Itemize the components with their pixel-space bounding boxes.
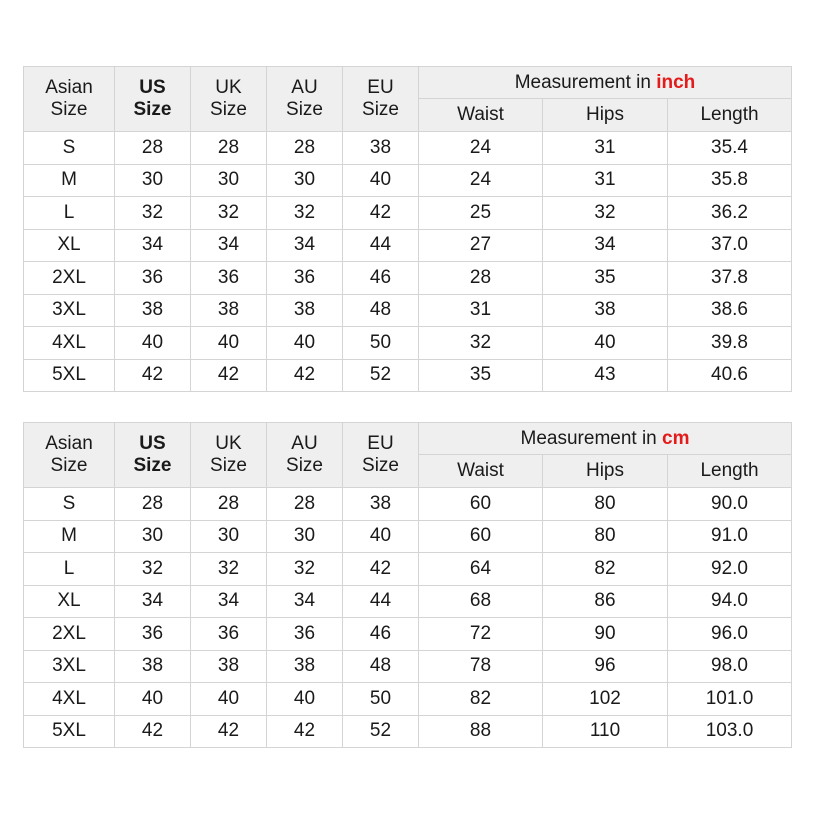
cell-hips: 90 — [543, 618, 668, 651]
cell-length: 39.8 — [668, 327, 792, 360]
header-asian-size: Asian Size — [24, 423, 115, 488]
cell-uk-size: 28 — [191, 132, 267, 165]
table-row — [24, 618, 792, 651]
cell-us-size: 36 — [115, 618, 191, 651]
cell-asian-size: 2XL — [24, 262, 115, 295]
cell-asian-size: 4XL — [24, 683, 115, 716]
cell-uk-size: 36 — [191, 618, 267, 651]
unit-label: cm — [662, 427, 690, 449]
cell-uk-size: 42 — [191, 715, 267, 748]
cell-eu-size: 38 — [343, 488, 419, 521]
cell-length: 103.0 — [668, 715, 792, 748]
cell-eu-size: 46 — [343, 262, 419, 295]
cell-au-size: 36 — [267, 618, 343, 651]
cell-uk-size: 36 — [191, 262, 267, 295]
cell-us-size: 42 — [115, 715, 191, 748]
table-row — [24, 294, 792, 327]
cell-asian-size: M — [24, 164, 115, 197]
table-row — [24, 683, 792, 716]
header-au-size: AU Size — [267, 423, 343, 488]
table-row — [24, 359, 792, 392]
header-waist: Waist — [419, 455, 543, 488]
header-hips: Hips — [543, 455, 668, 488]
cell-eu-size: 50 — [343, 683, 419, 716]
header-us-size: US Size — [115, 67, 191, 132]
cell-us-size: 34 — [115, 585, 191, 618]
cell-waist: 28 — [419, 262, 543, 295]
cell-hips: 31 — [543, 132, 668, 165]
header-measurement: Measurement in inch — [419, 67, 792, 99]
cell-asian-size: 3XL — [24, 650, 115, 683]
cell-hips: 40 — [543, 327, 668, 360]
table-row — [24, 650, 792, 683]
cell-eu-size: 38 — [343, 132, 419, 165]
cell-eu-size: 42 — [343, 553, 419, 586]
cell-au-size: 36 — [267, 262, 343, 295]
cell-eu-size: 52 — [343, 359, 419, 392]
header-hips: Hips — [543, 99, 668, 132]
header-eu-size: EU Size — [343, 423, 419, 488]
cell-hips: 96 — [543, 650, 668, 683]
cell-waist: 60 — [419, 488, 543, 521]
cell-eu-size: 40 — [343, 520, 419, 553]
cell-asian-size: 3XL — [24, 294, 115, 327]
cell-au-size: 28 — [267, 488, 343, 521]
cell-uk-size: 30 — [191, 164, 267, 197]
cell-us-size: 36 — [115, 262, 191, 295]
cell-uk-size: 34 — [191, 585, 267, 618]
cell-au-size: 40 — [267, 683, 343, 716]
cell-waist: 72 — [419, 618, 543, 651]
header-asian-size: Asian Size — [24, 67, 115, 132]
cell-hips: 110 — [543, 715, 668, 748]
cell-waist: 64 — [419, 553, 543, 586]
cell-waist: 60 — [419, 520, 543, 553]
cell-waist: 68 — [419, 585, 543, 618]
cell-eu-size: 48 — [343, 650, 419, 683]
cell-us-size: 42 — [115, 359, 191, 392]
cell-us-size: 40 — [115, 683, 191, 716]
cell-au-size: 42 — [267, 715, 343, 748]
table-row — [24, 327, 792, 360]
cell-au-size: 38 — [267, 650, 343, 683]
cell-eu-size: 44 — [343, 229, 419, 262]
cell-uk-size: 42 — [191, 359, 267, 392]
cell-hips: 80 — [543, 488, 668, 521]
cell-us-size: 32 — [115, 197, 191, 230]
cell-eu-size: 50 — [343, 327, 419, 360]
cell-waist: 31 — [419, 294, 543, 327]
cell-eu-size: 44 — [343, 585, 419, 618]
table-row — [24, 520, 792, 553]
cell-au-size: 38 — [267, 294, 343, 327]
table-row — [24, 262, 792, 295]
table-row — [24, 488, 792, 521]
header-uk-size: UK Size — [191, 423, 267, 488]
header-length: Length — [668, 99, 792, 132]
cell-au-size: 32 — [267, 553, 343, 586]
cell-asian-size: L — [24, 197, 115, 230]
cell-us-size: 28 — [115, 132, 191, 165]
cell-hips: 82 — [543, 553, 668, 586]
cell-waist: 32 — [419, 327, 543, 360]
cell-uk-size: 40 — [191, 327, 267, 360]
cell-waist: 24 — [419, 164, 543, 197]
cell-uk-size: 38 — [191, 650, 267, 683]
cell-waist: 27 — [419, 229, 543, 262]
table-row — [24, 132, 792, 165]
header-length: Length — [668, 455, 792, 488]
cell-us-size: 38 — [115, 294, 191, 327]
table-row — [24, 164, 792, 197]
header-measurement: Measurement in cm — [419, 423, 792, 455]
cell-uk-size: 38 — [191, 294, 267, 327]
cell-length: 35.4 — [668, 132, 792, 165]
cell-asian-size: XL — [24, 585, 115, 618]
size-table-cm — [23, 422, 792, 748]
cell-waist: 88 — [419, 715, 543, 748]
cell-waist: 78 — [419, 650, 543, 683]
cell-hips: 80 — [543, 520, 668, 553]
cell-length: 35.8 — [668, 164, 792, 197]
cell-asian-size: L — [24, 553, 115, 586]
cell-au-size: 34 — [267, 585, 343, 618]
cell-us-size: 30 — [115, 520, 191, 553]
cell-eu-size: 48 — [343, 294, 419, 327]
cell-asian-size: M — [24, 520, 115, 553]
cell-hips: 31 — [543, 164, 668, 197]
cell-au-size: 34 — [267, 229, 343, 262]
table-row — [24, 197, 792, 230]
cell-length: 38.6 — [668, 294, 792, 327]
cell-au-size: 30 — [267, 520, 343, 553]
cell-hips: 38 — [543, 294, 668, 327]
cell-uk-size: 40 — [191, 683, 267, 716]
cell-eu-size: 40 — [343, 164, 419, 197]
cell-length: 37.8 — [668, 262, 792, 295]
cell-hips: 35 — [543, 262, 668, 295]
cell-eu-size: 42 — [343, 197, 419, 230]
cell-au-size: 40 — [267, 327, 343, 360]
cell-hips: 43 — [543, 359, 668, 392]
cell-asian-size: 5XL — [24, 715, 115, 748]
unit-label: inch — [656, 71, 696, 93]
cell-hips: 32 — [543, 197, 668, 230]
header-us-size: US Size — [115, 423, 191, 488]
size-table-inch — [23, 66, 792, 392]
cell-length: 37.0 — [668, 229, 792, 262]
cell-au-size: 42 — [267, 359, 343, 392]
cell-asian-size: S — [24, 488, 115, 521]
cell-waist: 35 — [419, 359, 543, 392]
table-row — [24, 585, 792, 618]
cell-asian-size: 2XL — [24, 618, 115, 651]
cell-length: 96.0 — [668, 618, 792, 651]
cell-uk-size: 34 — [191, 229, 267, 262]
cell-length: 94.0 — [668, 585, 792, 618]
cell-uk-size: 32 — [191, 553, 267, 586]
cell-uk-size: 32 — [191, 197, 267, 230]
cell-length: 98.0 — [668, 650, 792, 683]
cell-waist: 24 — [419, 132, 543, 165]
cell-length: 91.0 — [668, 520, 792, 553]
cell-au-size: 32 — [267, 197, 343, 230]
table-row — [24, 553, 792, 586]
header-au-size: AU Size — [267, 67, 343, 132]
cell-length: 40.6 — [668, 359, 792, 392]
cell-us-size: 30 — [115, 164, 191, 197]
cell-us-size: 32 — [115, 553, 191, 586]
cell-uk-size: 28 — [191, 488, 267, 521]
cell-us-size: 28 — [115, 488, 191, 521]
cell-us-size: 38 — [115, 650, 191, 683]
table-row — [24, 715, 792, 748]
header-uk-size: UK Size — [191, 67, 267, 132]
header-eu-size: EU Size — [343, 67, 419, 132]
table-row — [24, 229, 792, 262]
cell-hips: 86 — [543, 585, 668, 618]
cell-length: 90.0 — [668, 488, 792, 521]
cell-waist: 82 — [419, 683, 543, 716]
cell-us-size: 40 — [115, 327, 191, 360]
cell-eu-size: 46 — [343, 618, 419, 651]
cell-uk-size: 30 — [191, 520, 267, 553]
cell-waist: 25 — [419, 197, 543, 230]
cell-us-size: 34 — [115, 229, 191, 262]
cell-length: 92.0 — [668, 553, 792, 586]
header-waist: Waist — [419, 99, 543, 132]
cell-length: 36.2 — [668, 197, 792, 230]
cell-eu-size: 52 — [343, 715, 419, 748]
cell-asian-size: 4XL — [24, 327, 115, 360]
cell-asian-size: 5XL — [24, 359, 115, 392]
cell-asian-size: XL — [24, 229, 115, 262]
cell-asian-size: S — [24, 132, 115, 165]
cell-hips: 102 — [543, 683, 668, 716]
cell-au-size: 30 — [267, 164, 343, 197]
cell-length: 101.0 — [668, 683, 792, 716]
cell-hips: 34 — [543, 229, 668, 262]
cell-au-size: 28 — [267, 132, 343, 165]
